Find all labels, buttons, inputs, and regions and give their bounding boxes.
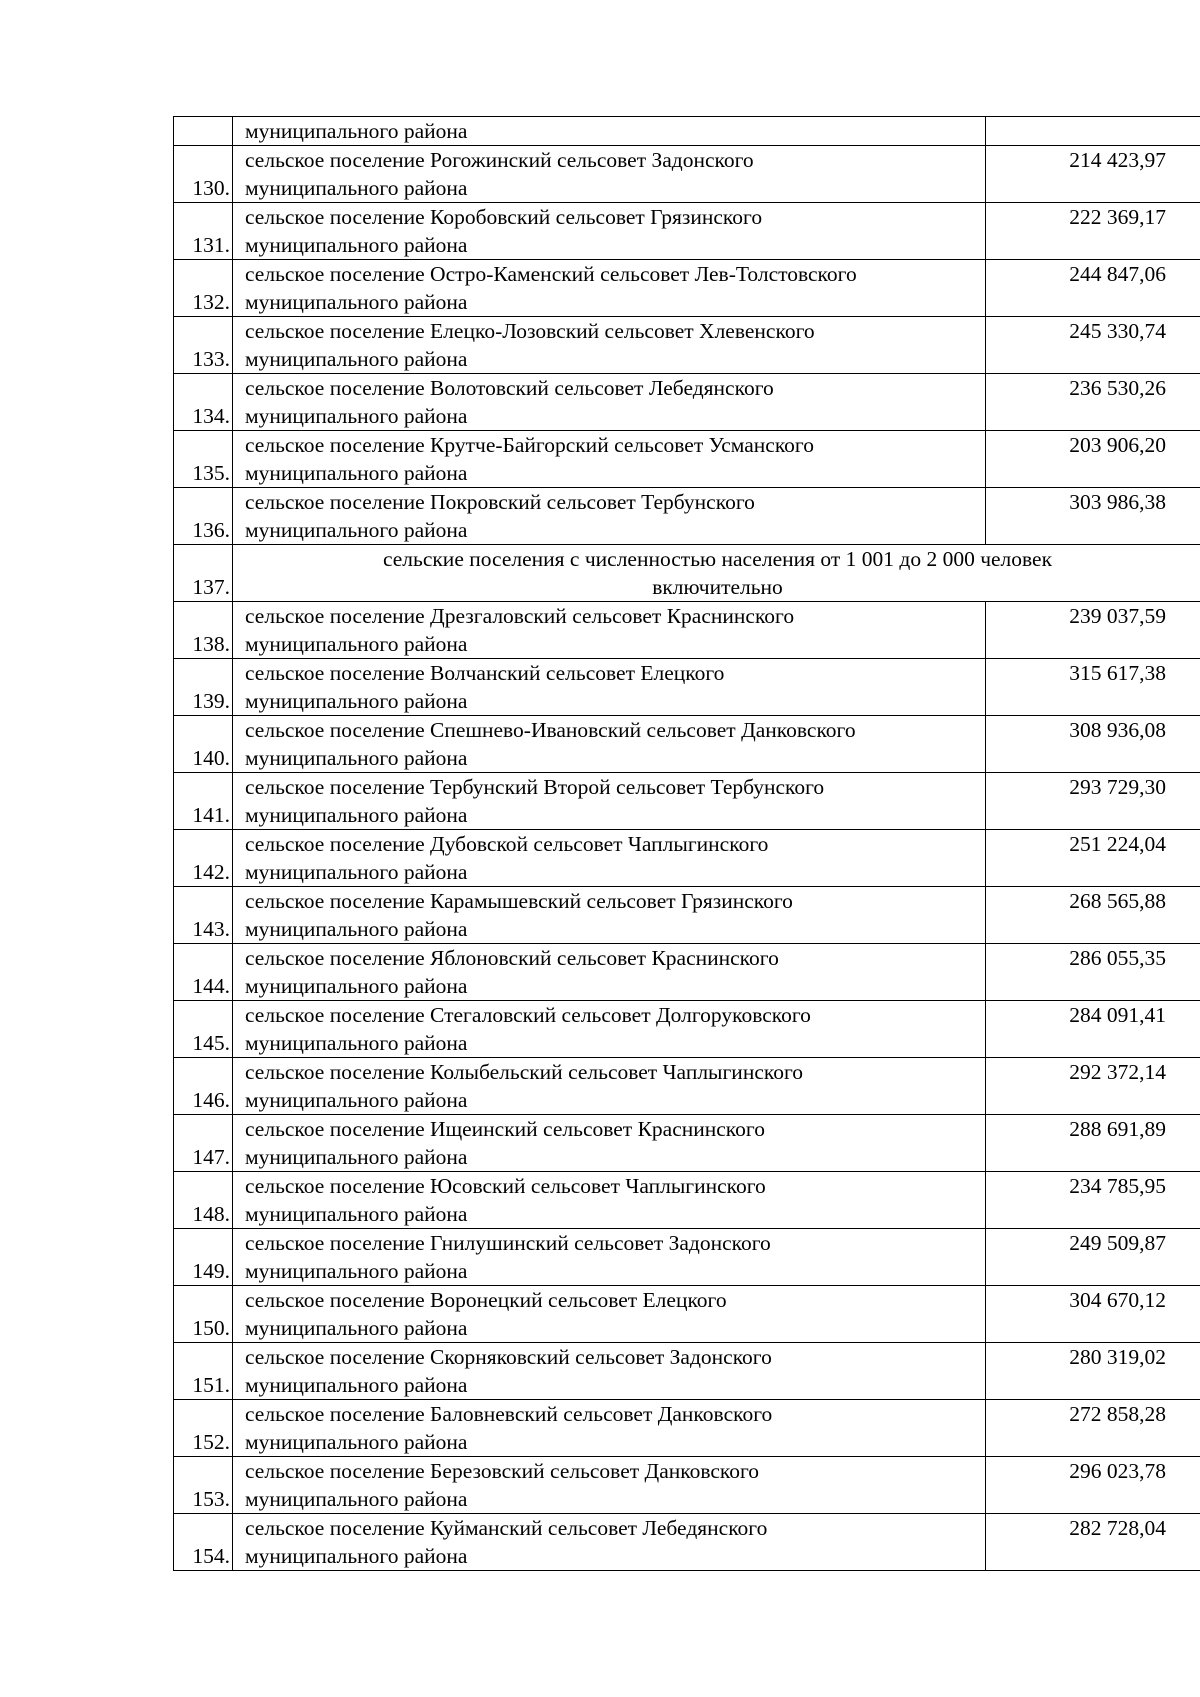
row-number: 147. xyxy=(174,1115,233,1172)
table-row xyxy=(174,431,1200,488)
table-row xyxy=(174,317,1200,374)
amount-value: 282 728,04 xyxy=(986,1514,1200,1571)
table-row xyxy=(174,1343,1200,1400)
settlement-name-line1: сельское поселение Колыбельский сельсовет Чаплыгинского xyxy=(245,1060,804,1084)
table-row xyxy=(174,602,1200,659)
group-header-row xyxy=(174,545,1200,602)
settlement-name xyxy=(233,602,986,659)
settlement-name-line2: муниципального района xyxy=(245,803,468,827)
settlement-name-line1: сельское поселение Стегаловский сельсовет Долгоруковского xyxy=(245,1003,811,1027)
continuation-row xyxy=(174,117,1200,146)
settlement-name-line2: муниципального района xyxy=(245,233,468,257)
settlement-name xyxy=(233,1058,986,1115)
row-number: 143. xyxy=(174,887,233,944)
settlement-name-line1: сельское поселение Ищеинский сельсовет Краснинского xyxy=(245,1117,765,1141)
row-number: 130. xyxy=(174,146,233,203)
row-number: 135. xyxy=(174,431,233,488)
settlement-name xyxy=(233,1286,986,1343)
row-number: 138. xyxy=(174,602,233,659)
settlement-name xyxy=(233,830,986,887)
table-row xyxy=(174,830,1200,887)
settlement-name-line1: сельское поселение Спешнево-Ивановский сельсовет Данковского xyxy=(245,718,856,742)
table-row xyxy=(174,1400,1200,1457)
settlement-name-line1: сельское поселение Волчанский сельсовет Елецкого xyxy=(245,661,725,685)
amount-value: 292 372,14 xyxy=(986,1058,1200,1115)
settlement-name-line1: сельское поселение Тербунский Второй сельсовет Тербунского xyxy=(245,775,825,799)
settlement-name-line2: муниципального района xyxy=(245,119,468,143)
table-row xyxy=(174,1286,1200,1343)
settlement-name-line1: сельское поселение Елецко-Лозовский сельсовет Хлевенского xyxy=(245,319,815,343)
row-number: 145. xyxy=(174,1001,233,1058)
settlement-name-line1: сельское поселение Остро-Каменский сельсовет Лев-Толстовского xyxy=(245,262,857,286)
settlement-name-line1: сельское поселение Куйманский сельсовет Лебедянского xyxy=(245,1516,768,1540)
amount-value: 272 858,28 xyxy=(986,1400,1200,1457)
settlement-name-line2: муниципального района xyxy=(245,1259,468,1283)
amount-value: 304 670,12 xyxy=(986,1286,1200,1343)
settlement-name xyxy=(233,117,986,146)
row-number: 151. xyxy=(174,1343,233,1400)
settlement-name-line1: сельское поселение Коробовский сельсовет Грязинского xyxy=(245,205,763,229)
settlement-name-line1: сельское поселение Юсовский сельсовет Чаплыгинского xyxy=(245,1174,766,1198)
row-number: 153. xyxy=(174,1457,233,1514)
row-number: 137. xyxy=(174,545,233,602)
settlement-name xyxy=(233,1001,986,1058)
row-number: 149. xyxy=(174,1229,233,1286)
table-row xyxy=(174,944,1200,1001)
table-row xyxy=(174,773,1200,830)
settlement-name-line2: муниципального района xyxy=(245,347,468,371)
amount-value: 296 023,78 xyxy=(986,1457,1200,1514)
row-number: 142. xyxy=(174,830,233,887)
amount-value: 249 509,87 xyxy=(986,1229,1200,1286)
table-row xyxy=(174,1457,1200,1514)
row-number: 132. xyxy=(174,260,233,317)
settlement-name xyxy=(233,488,986,545)
settlement-name xyxy=(233,1400,986,1457)
amount-value: 214 423,97 xyxy=(986,146,1200,203)
settlement-name-line2: муниципального района xyxy=(245,461,468,485)
settlement-name xyxy=(233,1172,986,1229)
settlement-name xyxy=(233,317,986,374)
settlement-name xyxy=(233,1229,986,1286)
settlement-name-line1: сельское поселение Крутче-Байгорский сельсовет Усманского xyxy=(245,433,814,457)
row-number: 154. xyxy=(174,1514,233,1571)
row-number: 146. xyxy=(174,1058,233,1115)
amount-value: 203 906,20 xyxy=(986,431,1200,488)
settlement-name xyxy=(233,1457,986,1514)
row-number xyxy=(174,117,233,146)
amount-value: 245 330,74 xyxy=(986,317,1200,374)
settlement-name xyxy=(233,431,986,488)
amount-value: 236 530,26 xyxy=(986,374,1200,431)
amount-value: 239 037,59 xyxy=(986,602,1200,659)
amount-value: 244 847,06 xyxy=(986,260,1200,317)
settlement-name-line1: сельское поселение Карамышевский сельсовет Грязинского xyxy=(245,889,793,913)
table-row xyxy=(174,260,1200,317)
settlement-name-line2: муниципального района xyxy=(245,1373,468,1397)
amount-value: 308 936,08 xyxy=(986,716,1200,773)
settlement-name xyxy=(233,887,986,944)
amount-value: 234 785,95 xyxy=(986,1172,1200,1229)
settlement-name-line1: сельское поселение Березовский сельсовет Данковского xyxy=(245,1459,760,1483)
settlement-name xyxy=(233,659,986,716)
settlement-name xyxy=(233,716,986,773)
settlement-name-line2: муниципального района xyxy=(245,1487,468,1511)
settlement-name-line2: муниципального района xyxy=(245,632,468,656)
row-number: 150. xyxy=(174,1286,233,1343)
group-heading-line2: включительно xyxy=(652,575,783,599)
settlement-name-line1: сельское поселение Скорняковский сельсовет Задонского xyxy=(245,1345,772,1369)
settlement-name-line2: муниципального района xyxy=(245,689,468,713)
amount-value: 288 691,89 xyxy=(986,1115,1200,1172)
settlement-name-line1: сельское поселение Рогожинский сельсовет Задонского xyxy=(245,148,754,172)
table-row xyxy=(174,716,1200,773)
amount-value: 293 729,30 xyxy=(986,773,1200,830)
amount-value: 251 224,04 xyxy=(986,830,1200,887)
amount-value: 286 055,35 xyxy=(986,944,1200,1001)
table-row xyxy=(174,1229,1200,1286)
settlement-name-line1: сельское поселение Баловневский сельсовет Данковского xyxy=(245,1402,773,1426)
table-row xyxy=(174,203,1200,260)
settlement-name xyxy=(233,203,986,260)
amount-value: 222 369,17 xyxy=(986,203,1200,260)
group-heading-line1: сельские поселения с численностью населения от 1 001 до 2 000 человек xyxy=(382,547,1053,571)
settlement-name-line1: сельское поселение Гнилушинский сельсовет Задонского xyxy=(245,1231,771,1255)
row-number: 136. xyxy=(174,488,233,545)
group-heading xyxy=(233,545,1200,602)
table-row xyxy=(174,659,1200,716)
settlement-name-line2: муниципального района xyxy=(245,518,468,542)
settlement-name xyxy=(233,944,986,1001)
settlement-name-line2: муниципального района xyxy=(245,404,468,428)
settlement-name-line2: муниципального района xyxy=(245,860,468,884)
settlement-name-line2: муниципального района xyxy=(245,1088,468,1112)
settlement-name-line1: сельское поселение Волотовский сельсовет Лебедянского xyxy=(245,376,774,400)
row-number: 134. xyxy=(174,374,233,431)
amount-value: 268 565,88 xyxy=(986,887,1200,944)
table-row xyxy=(174,887,1200,944)
row-number: 133. xyxy=(174,317,233,374)
row-number: 140. xyxy=(174,716,233,773)
settlement-name xyxy=(233,773,986,830)
settlement-name-line2: муниципального района xyxy=(245,1316,468,1340)
settlement-name-line2: муниципального района xyxy=(245,746,468,770)
settlement-name-line2: муниципального района xyxy=(245,1430,468,1454)
row-number: 148. xyxy=(174,1172,233,1229)
amount-value xyxy=(986,117,1200,146)
settlement-name-line1: сельское поселение Яблоновский сельсовет Краснинского xyxy=(245,946,779,970)
table-row xyxy=(174,1115,1200,1172)
settlement-name-line1: сельское поселение Дубовской сельсовет Чаплыгинского xyxy=(245,832,769,856)
settlement-name-line2: муниципального района xyxy=(245,974,468,998)
settlement-name xyxy=(233,260,986,317)
amount-value: 303 986,38 xyxy=(986,488,1200,545)
settlement-name-line1: сельское поселение Покровский сельсовет Тербунского xyxy=(245,490,755,514)
table-row xyxy=(174,146,1200,203)
settlement-name-line2: муниципального района xyxy=(245,1145,468,1169)
table-body xyxy=(174,117,1200,1571)
settlement-name-line2: муниципального района xyxy=(245,176,468,200)
amount-value: 280 319,02 xyxy=(986,1343,1200,1400)
settlement-name-line2: муниципального района xyxy=(245,1544,468,1568)
table-row xyxy=(174,488,1200,545)
settlement-name-line1: сельское поселение Дрезгаловский сельсовет Краснинского xyxy=(245,604,795,628)
settlement-name xyxy=(233,146,986,203)
settlement-name xyxy=(233,1115,986,1172)
table-row xyxy=(174,374,1200,431)
row-number: 141. xyxy=(174,773,233,830)
table-row xyxy=(174,1001,1200,1058)
settlement-name-line2: муниципального района xyxy=(245,917,468,941)
settlement-name-line2: муниципального района xyxy=(245,1202,468,1226)
row-number: 139. xyxy=(174,659,233,716)
settlement-name xyxy=(233,374,986,431)
allocation-table xyxy=(173,116,1200,1571)
settlement-name-line2: муниципального района xyxy=(245,290,468,314)
amount-value: 315 617,38 xyxy=(986,659,1200,716)
settlement-name xyxy=(233,1343,986,1400)
row-number: 144. xyxy=(174,944,233,1001)
settlement-name-line1: сельское поселение Воронецкий сельсовет Елецкого xyxy=(245,1288,727,1312)
row-number: 131. xyxy=(174,203,233,260)
settlement-name-line2: муниципального района xyxy=(245,1031,468,1055)
amount-value: 284 091,41 xyxy=(986,1001,1200,1058)
table-row xyxy=(174,1172,1200,1229)
table-row xyxy=(174,1514,1200,1571)
table-row xyxy=(174,1058,1200,1115)
settlement-name xyxy=(233,1514,986,1571)
row-number: 152. xyxy=(174,1400,233,1457)
